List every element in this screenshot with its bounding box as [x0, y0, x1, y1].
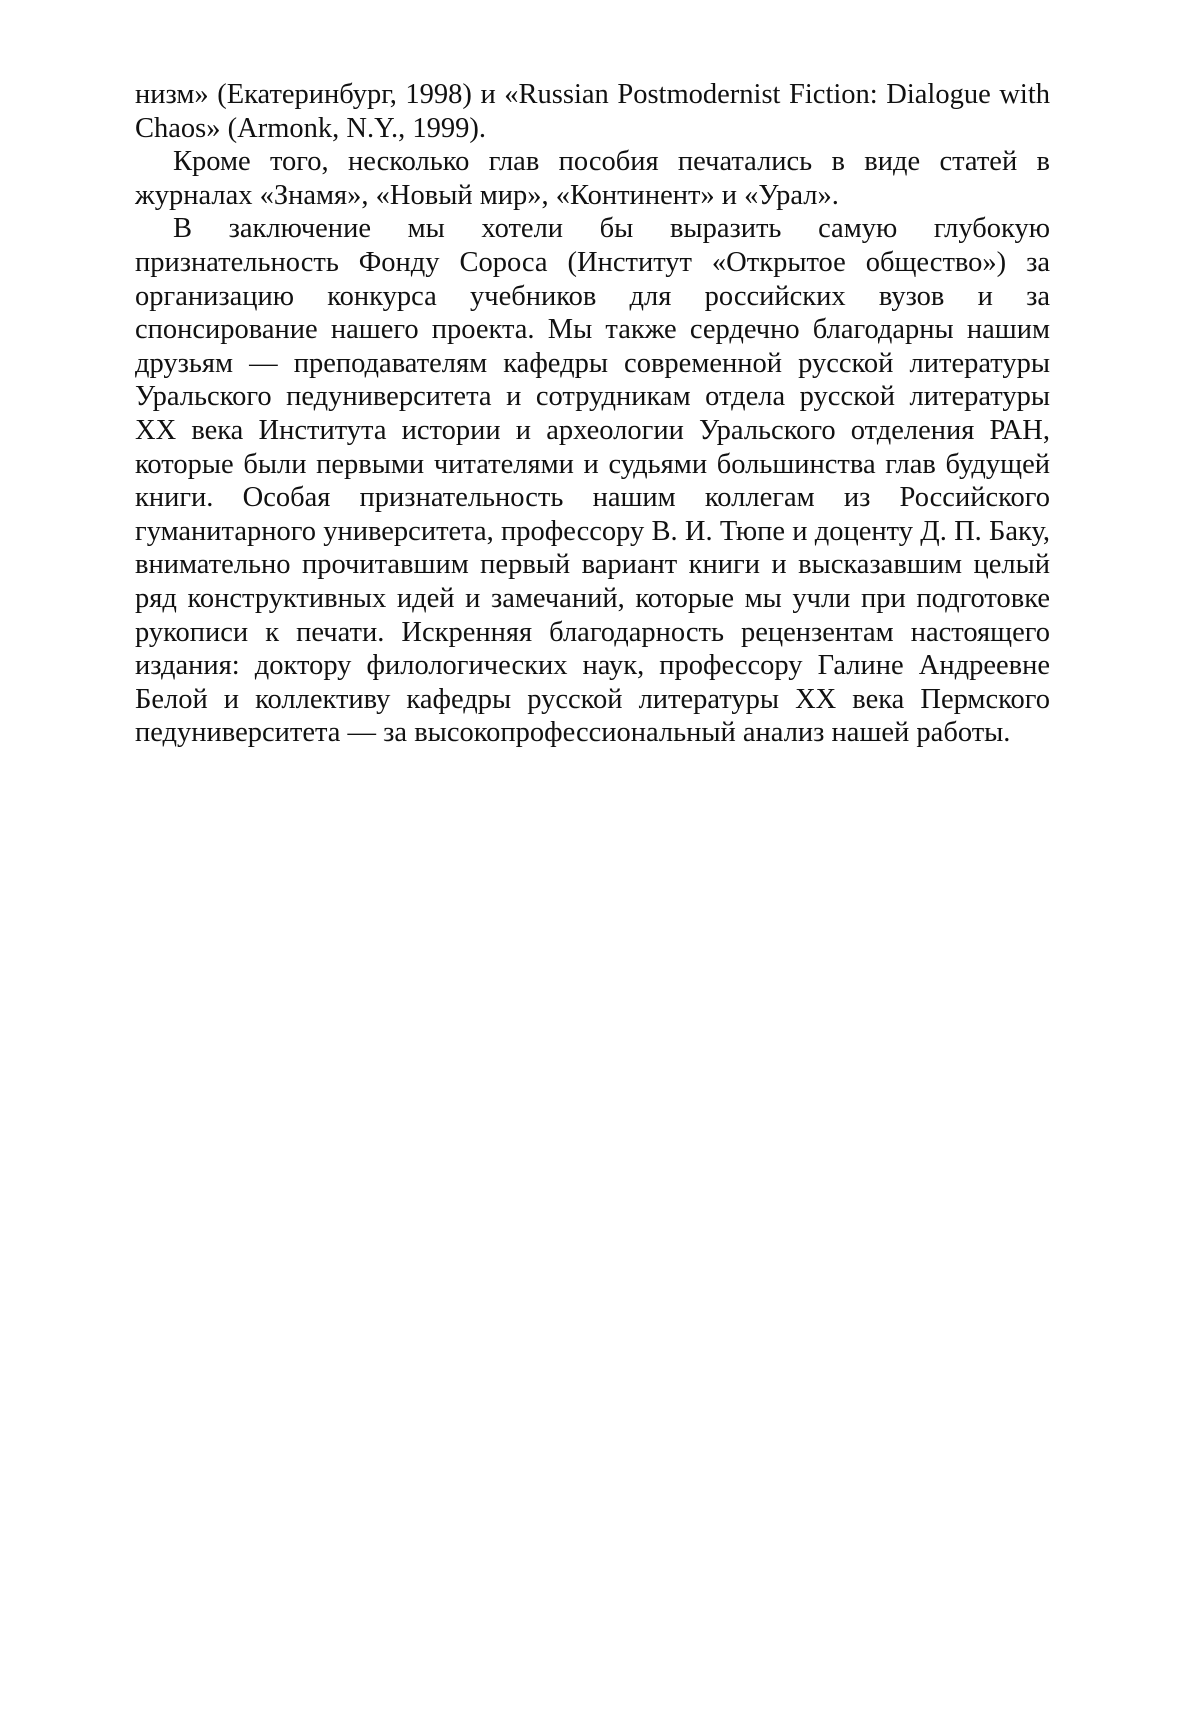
paragraph-acknowledgements: В заключение мы хотели бы выразить самую глубокую признательность Фонду Сороса (Институт «Открытое общество») за организацию конкурса учебников для российских вузов и за спонсирование нашего проекта. Мы также сердечно благодарны нашим друзьям — преподавателям кафедры современной русской литературы Уральского педуниверситета и сотрудникам отдела русской литературы XX века Института истории и археологии Уральского отделения РАН, которые были первыми читателями и судьями большинства глав будущей книги. Особая признательность нашим коллегам из Российского гуманитарного университета, профессору В. И. Тюпе и доценту Д. П. Баку, внимательно прочитавшим первый вариант книги и высказавшим целый ряд конструктивных идей и замечаний, которые мы учли при подготовке рукописи к печати. Искренняя благодарность рецензентам настоящего издания: доктору филологических наук, профессору Галине Андреевне Белой и коллективу кафедры русской литературы XX века Пермского педуниверситета — за высокопрофессиональный анализ нашей работы.	[135, 213, 1050, 749]
document-page	[135, 78, 1050, 750]
paragraph-continuation: низм» (Екатеринбург, 1998) и «Russian Postmodernist Fiction: Dialogue with Chaos» (Armonk, N.Y., 1999).	[135, 79, 1050, 144]
paragraph-journals: Кроме того, несколько глав пособия печатались в виде статей в журналах «Знамя», «Новый мир», «Континент» и «Урал».	[135, 146, 1050, 211]
